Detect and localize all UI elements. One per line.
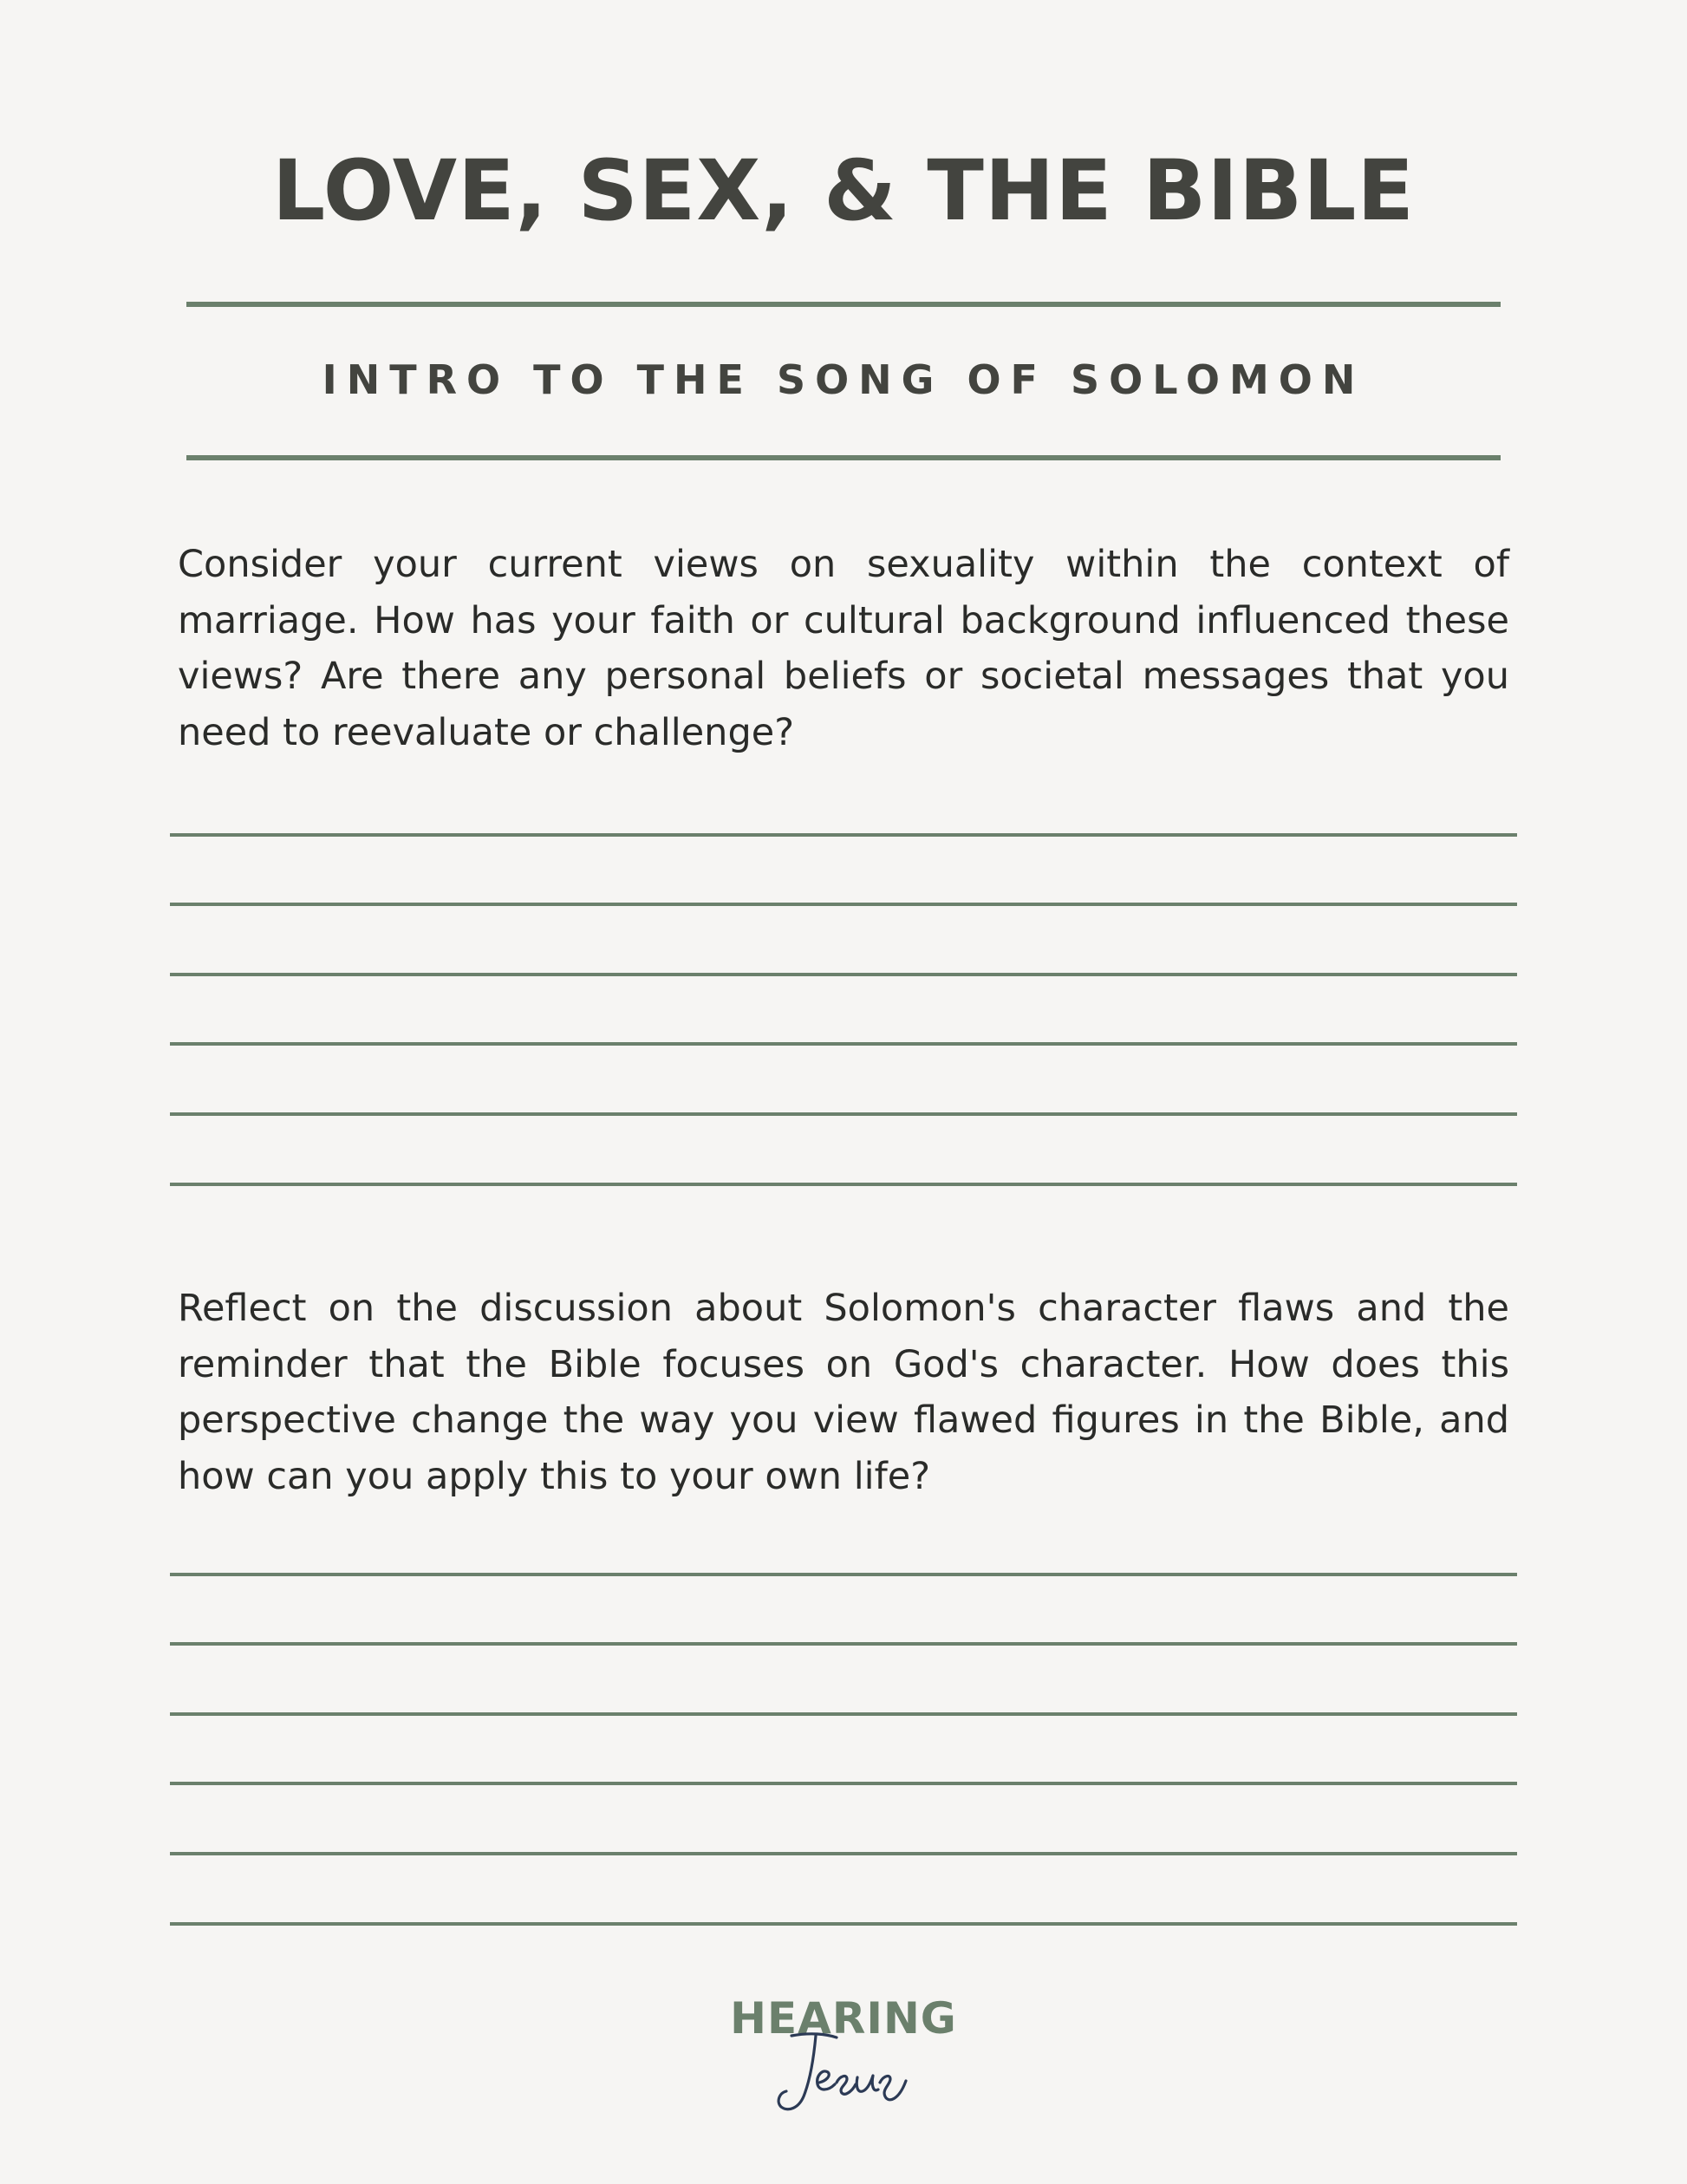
answer-line[interactable] [170, 1782, 1517, 1785]
answer-line[interactable] [170, 1183, 1517, 1186]
page-subtitle: INTRO TO THE SONG OF SOLOMON [322, 356, 1365, 403]
answer-line[interactable] [170, 1112, 1517, 1116]
logo-top-word: HEARING [730, 1993, 957, 2044]
title-divider-bottom [186, 455, 1501, 460]
answer-line[interactable] [170, 1712, 1517, 1716]
answer-line[interactable] [170, 833, 1517, 837]
question-1-prompt: Consider your current views on sexuality within the context of marriage. How has your faith or cultural background influenced these views? Are there any personal beliefs or societal messages that you need to reevaluate or challenge? [178, 543, 1509, 754]
brand-logo [0, 1992, 1687, 2124]
answer-line[interactable] [170, 1573, 1517, 1576]
answer-line[interactable] [170, 1042, 1517, 1046]
answer-line[interactable] [170, 1642, 1517, 1646]
answer-line[interactable] [170, 1852, 1517, 1855]
answer-line[interactable] [170, 973, 1517, 976]
answer-line[interactable] [170, 1922, 1517, 1926]
page-title: LOVE, SEX, & THE BIBLE [272, 142, 1415, 239]
title-divider-top [186, 302, 1501, 307]
answer-line[interactable] [170, 903, 1517, 906]
question-2-prompt: Reflect on the discussion about Solomon's character flaws and the reminder that the Bible focuses on God's character. How does this perspective change the way you view flawed figures in the Bible, and how can you apply this to your own life? [178, 1287, 1509, 1498]
